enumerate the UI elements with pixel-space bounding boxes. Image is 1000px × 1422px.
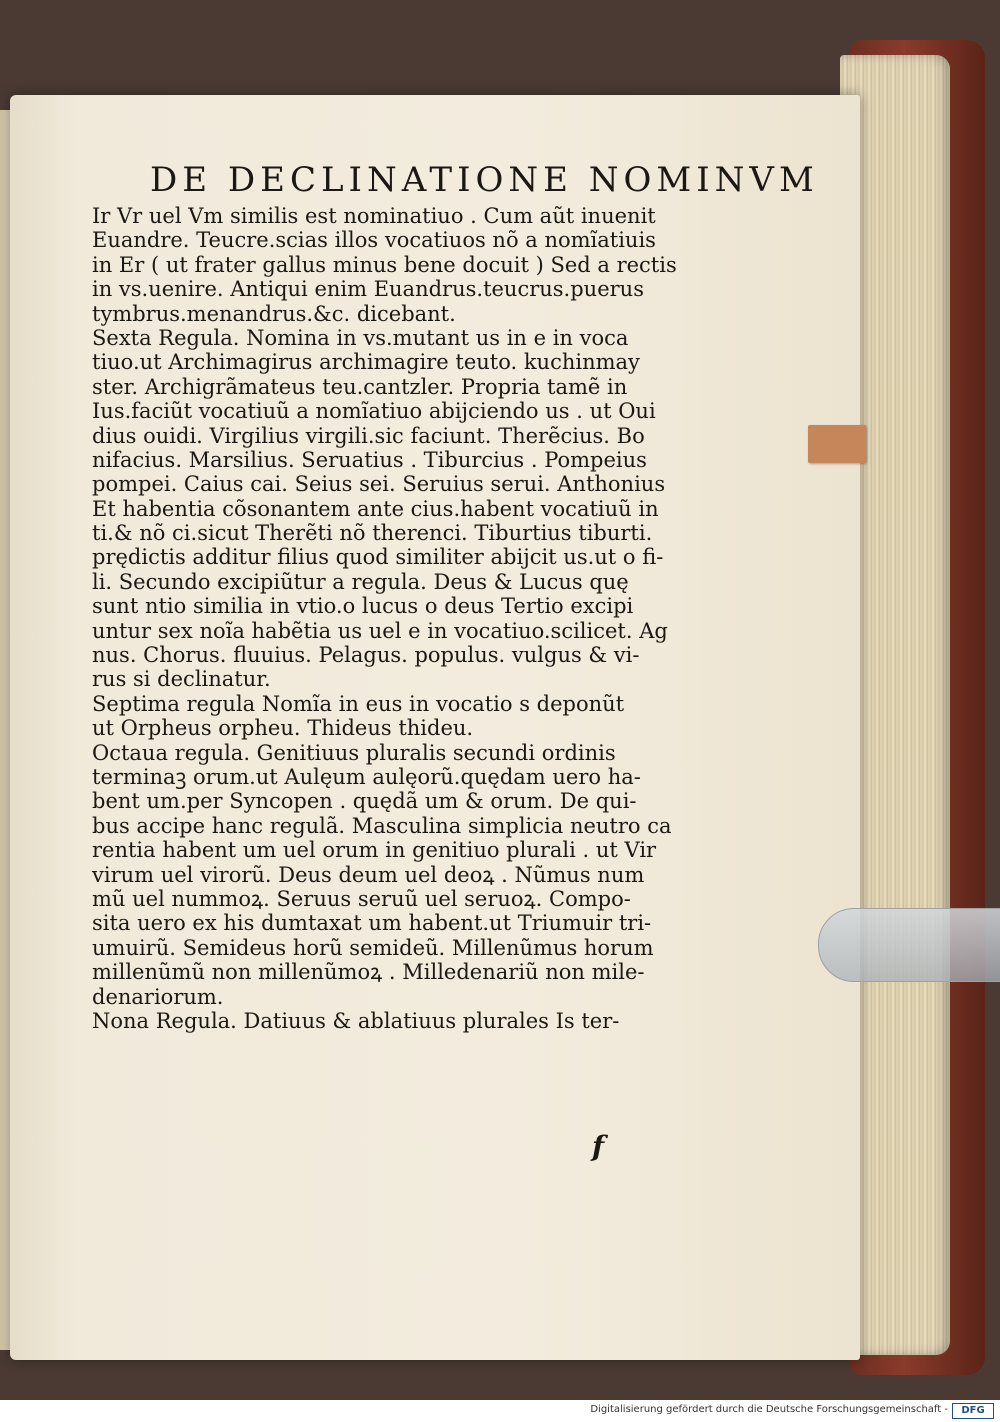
text-line: Et habentia cõsonantem ante cius.habent vocatiuũ in [92,496,659,521]
text-line: ut Orpheus orpheu. Thideus thideu. [92,716,474,741]
text-line: ti.& nõ ci.sicut Therẽti nõ therenci. Tiburtius tiburti. [92,521,653,546]
text-line: terminaꝫ orum.ut Aulęum aulęorũ.quędam uero ha- [92,764,641,789]
text-line: Septima regula Nomĩa in eus in vocatio s deponũt [92,691,625,716]
text-line: sunt ntio similia in vtio.o lucus o deus Tertio excipi [92,594,634,619]
text-line: in vs.uenire. Antiqui enim Euandrus.teucrus.puerus [92,277,644,302]
text-line: nifacius. Marsilius. Seruatius . Tiburcius . Pompeius [92,447,647,472]
text-line: Sexta Regula. Nomina in vs.mutant us in e in voca [92,325,629,350]
running-head: DE DECLINATIONE NOMINVM [150,160,819,200]
text-line: prędictis additur filius quod similiter abijcit us.ut o fi- [92,545,664,570]
text-line: untur sex noĩa habẽtia us uel e in vocatiuo.scilicet. Ag [92,618,668,643]
text-line: rentia habent um uel orum in genitiuo plurali . ut Vir [92,838,657,863]
text-line: Octaua regula. Genitiuus pluralis secundi ordinis [92,740,616,765]
text-line: millenũmũ non millenũmoꝝ . Milledenariũ non mile- [92,960,645,985]
text-line: in Er ( ut frater gallus minus bene docuit ) Sed a rectis [92,252,677,277]
text-line: li. Secundo excipiũtur a regula. Deus & Lucus quę [92,569,629,594]
text-line: pompei. Caius cai. Seius sei. Seruius serui. Anthonius [92,472,666,497]
text-line: Ir Vr uel Vm similis est nominatiuo . Cum aũt inuenit [92,204,656,228]
funding-credit: Digitalisierung gefördert durch die Deutsche Forschungsgemeinschaft - [590,1404,948,1415]
bookmark-tab [808,425,866,463]
text-line: Euandre. Teucre.scias illos vocatiuos nõ a nomĩatiuis [92,228,656,253]
text-line: rus si declinatur. [92,667,271,692]
dfg-logo: DFG [952,1403,994,1419]
text-block [92,204,712,1033]
text-line: ster. Archigrãmateus teu.cantzler. Propria tamẽ in [92,374,628,399]
text-line: tymbrus.menandrus.&c. dicebant. [92,301,456,326]
text-line: sita uero ex his dumtaxat um habent.ut Triumuir tri- [92,911,652,936]
text-line: bent um.per Syncopen . quędã um & orum. De qui- [92,789,637,814]
text-line: dius ouidi. Virgilius virgili.sic faciunt. Therẽcius. Bo [92,423,645,448]
text-line: Nona Regula. Datiuus & ablatiuus plurales Is ter- [92,1008,620,1033]
text-line: Ius.faciũt vocatiuũ a nomĩatiuo abijciendo us . ut Oui [92,399,656,424]
text-line: mũ uel nummoꝝ. Seruus seruũ uel seruoꝝ. Compo- [92,886,631,911]
signature-mark: f [592,1130,605,1163]
text-line: nus. Chorus. fluuius. Pelagus. populus. vulgus & vi- [92,643,640,668]
plastic-page-clip [818,908,1000,982]
text-line: umuirũ. Semideus horũ semideũ. Millenũmus horum [92,935,654,960]
text-line: virum uel virorũ. Deus deum uel deoꝝ . Nũmus num [92,862,645,887]
text-line: tiuo.ut Archimagirus archimagire teuto. kuchinmay [92,350,640,375]
text-line: denariorum. [92,984,224,1009]
text-line: bus accipe hanc regulã. Masculina simplicia neutro ca [92,813,672,838]
footer-bar [0,1400,1000,1422]
